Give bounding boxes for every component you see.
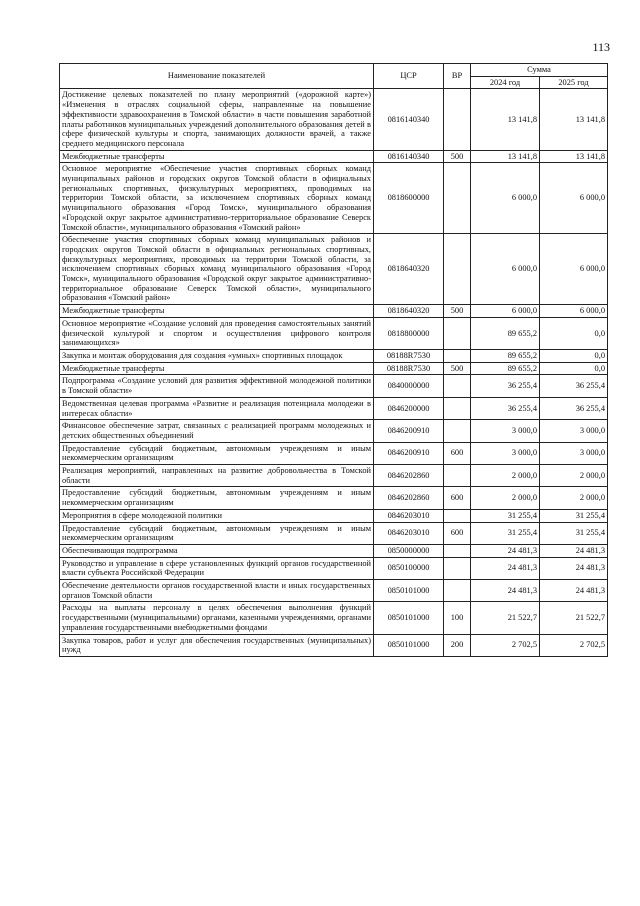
row-amount-2024: 13 141,8	[471, 89, 540, 150]
row-name: Основное мероприятие «Создание условий для проведения самостоятельных занятий физической культурой и спортом и осуществления цифрового контроля занимающихся»	[60, 317, 374, 349]
row-amount-2024: 2 702,5	[471, 634, 540, 656]
row-vr	[444, 375, 471, 397]
row-amount-2024: 6 000,0	[471, 305, 540, 318]
row-csr: 0818640320	[374, 234, 444, 305]
row-amount-2024: 89 655,2	[471, 362, 540, 375]
row-vr: 500	[444, 305, 471, 318]
row-name: Основное мероприятие «Обеспечение участия спортивных сборных команд муниципальных районов и городских округов Томской области в официальных региональных спортивных, физкультурных мероприятиях, проводимых на территории Томской области, за исключением спортивных сборных команд муниципального образования «Город Томск», муниципального образования «Городской округ закрытое административно-территориальное образование Северск Томской области», муниципального образования «Томский район»	[60, 163, 374, 234]
row-name: Предоставление субсидий бюджетным, автономным учреждениям и иным некоммерческим организациям	[60, 522, 374, 544]
row-amount-2024: 6 000,0	[471, 163, 540, 234]
row-vr	[444, 349, 471, 362]
table-row	[60, 602, 608, 634]
table-row	[60, 522, 608, 544]
row-amount-2025: 36 255,4	[540, 397, 608, 419]
row-amount-2025: 36 255,4	[540, 375, 608, 397]
row-csr: 0846203010	[374, 509, 444, 522]
row-amount-2024: 3 000,0	[471, 420, 540, 442]
row-amount-2024: 2 000,0	[471, 487, 540, 509]
row-name: Закупка и монтаж оборудования для создания «умных» спортивных площадок	[60, 349, 374, 362]
row-amount-2025: 31 255,4	[540, 522, 608, 544]
header-sum: Сумма	[471, 64, 608, 77]
row-name: Подпрограмма «Создание условий для развития эффективной молодежной политики в Томской области»	[60, 375, 374, 397]
table-row	[60, 375, 608, 397]
row-amount-2025: 3 000,0	[540, 442, 608, 464]
table-row	[60, 163, 608, 234]
table-row	[60, 305, 608, 318]
table-row	[60, 150, 608, 163]
row-amount-2024: 3 000,0	[471, 442, 540, 464]
row-amount-2024: 24 481,3	[471, 557, 540, 579]
row-vr	[444, 397, 471, 419]
row-csr: 0850101000	[374, 602, 444, 634]
row-name: Обеспечение деятельности органов государственной власти и иных государственных органов Томской области	[60, 580, 374, 602]
row-amount-2024: 24 481,3	[471, 544, 540, 557]
table-row	[60, 317, 608, 349]
row-vr: 600	[444, 522, 471, 544]
row-amount-2024: 2 000,0	[471, 465, 540, 487]
row-name: Реализация мероприятий, направленных на развитие добровольчества в Томской области	[60, 465, 374, 487]
row-vr	[444, 89, 471, 150]
table-row	[60, 509, 608, 522]
budget-table	[59, 63, 608, 657]
row-csr: 0850101000	[374, 580, 444, 602]
row-amount-2025: 24 481,3	[540, 557, 608, 579]
row-csr: 0850100000	[374, 557, 444, 579]
header-year-2025: 2025 год	[540, 76, 608, 89]
row-vr	[444, 465, 471, 487]
row-name: Расходы на выплаты персоналу в целях обеспечения выполнения функций государственными (муниципальными) органами, казенными учреждениями, органами управления государственными внебюджетными фондами	[60, 602, 374, 634]
row-amount-2024: 31 255,4	[471, 509, 540, 522]
row-amount-2025: 0,0	[540, 349, 608, 362]
table-row	[60, 634, 608, 656]
row-amount-2024: 89 655,2	[471, 317, 540, 349]
row-vr	[444, 509, 471, 522]
row-amount-2024: 13 141,8	[471, 150, 540, 163]
row-csr: 08188R7530	[374, 349, 444, 362]
row-csr: 0846200000	[374, 397, 444, 419]
row-vr	[444, 317, 471, 349]
row-amount-2025: 13 141,8	[540, 150, 608, 163]
row-csr: 0846203010	[374, 522, 444, 544]
row-name: Достижение целевых показателей по плану мероприятий («дорожной карте») «Изменения в отраслях социальной сферы, направленные на повышение эффективности здравоохранения в Томской области» в части повышения заработной платы работников муниципальных учреждений дополнительного образования детей в сфере физической культуры и спорта, занимающих должности врачей, а также среднего медицинского персонала	[60, 89, 374, 150]
row-name: Мероприятия в сфере молодежной политики	[60, 509, 374, 522]
row-name: Межбюджетные трансферты	[60, 150, 374, 163]
row-amount-2025: 24 481,3	[540, 580, 608, 602]
row-csr: 0846202860	[374, 465, 444, 487]
row-csr: 0816140340	[374, 89, 444, 150]
table-row	[60, 89, 608, 150]
row-amount-2025: 0,0	[540, 317, 608, 349]
row-csr: 08188R7530	[374, 362, 444, 375]
row-amount-2025: 2 000,0	[540, 465, 608, 487]
row-amount-2025: 2 000,0	[540, 487, 608, 509]
row-vr	[444, 163, 471, 234]
row-amount-2024: 89 655,2	[471, 349, 540, 362]
row-amount-2025: 2 702,5	[540, 634, 608, 656]
header-vr: ВР	[444, 64, 471, 89]
row-csr: 0840000000	[374, 375, 444, 397]
row-amount-2024: 24 481,3	[471, 580, 540, 602]
table-row	[60, 544, 608, 557]
row-amount-2025: 3 000,0	[540, 420, 608, 442]
table-row	[60, 362, 608, 375]
table-row	[60, 349, 608, 362]
row-name: Закупка товаров, работ и услуг для обеспечения государственных (муниципальных) нужд	[60, 634, 374, 656]
row-name: Обеспечение участия спортивных сборных команд муниципальных районов и городских округов Томской области в официальных региональных спортивных, физкультурных мероприятиях, проводимых на территории Томской области, за исключением спортивных сборных команд муниципального образования «Город Томск», муниципального образования «Городской округ закрытое административно-территориальное образование Северск Томской области», муниципального образования «Томский район»	[60, 234, 374, 305]
row-amount-2025: 21 522,7	[540, 602, 608, 634]
row-name: Финансовое обеспечение затрат, связанных с реализацией программ молодежных и детских общественных объединений	[60, 420, 374, 442]
row-vr: 500	[444, 150, 471, 163]
header-csr: ЦСР	[374, 64, 444, 89]
row-amount-2024: 31 255,4	[471, 522, 540, 544]
row-vr	[444, 234, 471, 305]
row-amount-2024: 6 000,0	[471, 234, 540, 305]
row-amount-2025: 13 141,8	[540, 89, 608, 150]
row-amount-2025: 0,0	[540, 362, 608, 375]
row-vr: 500	[444, 362, 471, 375]
row-vr: 600	[444, 487, 471, 509]
row-vr	[444, 557, 471, 579]
row-csr: 0850101000	[374, 634, 444, 656]
row-amount-2024: 36 255,4	[471, 397, 540, 419]
row-name: Межбюджетные трансферты	[60, 305, 374, 318]
table-row	[60, 580, 608, 602]
row-amount-2025: 31 255,4	[540, 509, 608, 522]
row-vr	[444, 544, 471, 557]
table-row	[60, 487, 608, 509]
row-name: Межбюджетные трансферты	[60, 362, 374, 375]
header-name: Наименование показателей	[60, 64, 374, 89]
page-number: 113	[592, 40, 610, 54]
table-row	[60, 397, 608, 419]
row-csr: 0846200910	[374, 420, 444, 442]
row-name: Предоставление субсидий бюджетным, автономным учреждениям и иным некоммерческим организациям	[60, 442, 374, 464]
row-amount-2025: 6 000,0	[540, 234, 608, 305]
row-csr: 0846200910	[374, 442, 444, 464]
table-row	[60, 234, 608, 305]
row-name: Предоставление субсидий бюджетным, автономным учреждениям и иным некоммерческим организациям	[60, 487, 374, 509]
row-amount-2024: 21 522,7	[471, 602, 540, 634]
row-vr: 600	[444, 442, 471, 464]
row-name: Обеспечивающая подпрограмма	[60, 544, 374, 557]
row-vr: 100	[444, 602, 471, 634]
table-row	[60, 557, 608, 579]
header-year-2024: 2024 год	[471, 76, 540, 89]
row-csr: 0818600000	[374, 163, 444, 234]
row-vr	[444, 420, 471, 442]
row-amount-2025: 6 000,0	[540, 305, 608, 318]
row-csr: 0818800000	[374, 317, 444, 349]
row-name: Руководство и управление в сфере установленных функций органов государственной власти субъекта Российской Федерации	[60, 557, 374, 579]
row-csr: 0846202860	[374, 487, 444, 509]
row-name: Ведомственная целевая программа «Развитие и реализация потенциала молодежи в интересах области»	[60, 397, 374, 419]
row-amount-2025: 24 481,3	[540, 544, 608, 557]
row-csr: 0816140340	[374, 150, 444, 163]
row-csr: 0818640320	[374, 305, 444, 318]
row-vr: 200	[444, 634, 471, 656]
table-row	[60, 420, 608, 442]
table-row	[60, 465, 608, 487]
row-vr	[444, 580, 471, 602]
row-csr: 0850000000	[374, 544, 444, 557]
row-amount-2024: 36 255,4	[471, 375, 540, 397]
row-amount-2025: 6 000,0	[540, 163, 608, 234]
table-row	[60, 442, 608, 464]
